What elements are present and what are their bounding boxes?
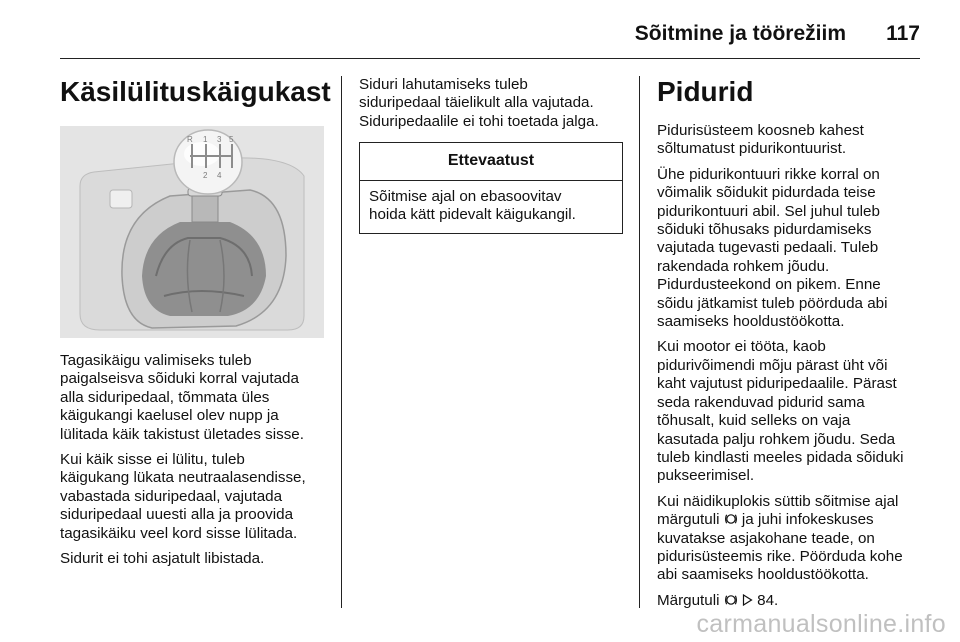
- para-clutch-disengage: Siduri lahutamiseks tuleb siduripedaal täielikult alla vajutada. Siduripedaalile ei tohi toetada jalga.: [359, 76, 599, 130]
- column-2: [359, 76, 631, 234]
- header-rule: [60, 58, 920, 59]
- caution-box: [359, 142, 623, 234]
- para-circuit-failure: Ühe pidurikontuuri rikke korral on võimalik sõidukit pidurdada teise pidurikontuuri abil. Sel juhul tuleb sõiduki tõhusaks pidurdamiseks vajutada tugevasti pedaali. Tuleb rakendada rohkem jõudu. Pidurdusteekond on pikem. Enne sõidu jätkamist tuleb pöörduda abi saamiseks hooldustöökotta.: [657, 165, 888, 331]
- para-clutch-slip: Sidurit ei tohi asjatult libistada.: [60, 550, 265, 568]
- knob-label-4: 4: [217, 171, 222, 180]
- para-warning-lamp: Kui näidikuplokis süttib sõitmise ajal märgutuli ja juhi infokeskuses kuvatakse asjakohane teade, on pidurisüsteemis rike. Pöörduda kohe abi saamiseks hooldustöökotta.: [657, 492, 903, 584]
- gear-knob-illustration: [60, 126, 324, 338]
- caution-body: Sõitmise ajal on ebasoovitav hoida kätt pidevalt käigukangil.: [369, 187, 576, 224]
- knob-label-2: 2: [203, 171, 208, 180]
- column-1: [60, 76, 332, 575]
- para-engine-off: Kui mootor ei tööta, kaob pidurivõimendi mõju pärast üht või kaht vajutust piduripedaalile. Pärast seda rakenduvad pidurid sama tõhusalt, kuid selleks on vaja kasutada palju rohkem jõudu. Seda tuleb kindlasti meeles pidada sõiduki pukseerimisel.: [657, 338, 904, 485]
- watermark-text: carmanualsonline.info: [696, 610, 946, 638]
- knob-label-1: 1: [203, 135, 208, 144]
- page-reference-link[interactable]: 84.: [757, 591, 779, 609]
- para-reverse-gear: Tagasikäigu valimiseks tuleb paigalseisva sõiduki korral vajutada alla siduripedaal, tõmmata üles käigukangi kaelusel olev nupp ja lülitada käik takistust ületades sisse.: [60, 352, 304, 443]
- brake-warning-lamp-icon: [724, 593, 738, 607]
- triangle-reference-icon: [742, 593, 753, 605]
- column-divider-2: [639, 76, 640, 608]
- brake-warning-lamp-icon: [724, 512, 738, 526]
- gear-knob-svg: [60, 126, 324, 338]
- heading-brakes: Pidurid: [657, 76, 754, 107]
- page-header: [60, 14, 920, 48]
- column-divider-1: [341, 76, 342, 608]
- caution-title: Ettevaatust: [360, 143, 622, 180]
- para-gear-not-engaging: Kui käik sisse ei lülitu, tuleb käigukang lükata neutraalasendisse, vabastada siduripedaal, vajutada siduripedaal uuesti alla ja proovida tagasikäiku veel kord sisse lülitada.: [60, 451, 306, 542]
- para-lamp-reference: Märgutuli 84.: [657, 591, 779, 609]
- column-3: [657, 76, 927, 617]
- heading-gearbox: Käsilülituskäigukast: [60, 76, 331, 107]
- knob-label-5: 5: [229, 135, 234, 144]
- knob-label-3: 3: [217, 135, 222, 144]
- section-title: Sõitmine ja töörežiim: [634, 22, 846, 45]
- para-brake-system: Pidurisüsteem koosneb kahest sõltumatust pidurikontuurist.: [657, 122, 864, 158]
- knob-label-r: R: [187, 135, 193, 144]
- page-number: 117: [886, 22, 920, 45]
